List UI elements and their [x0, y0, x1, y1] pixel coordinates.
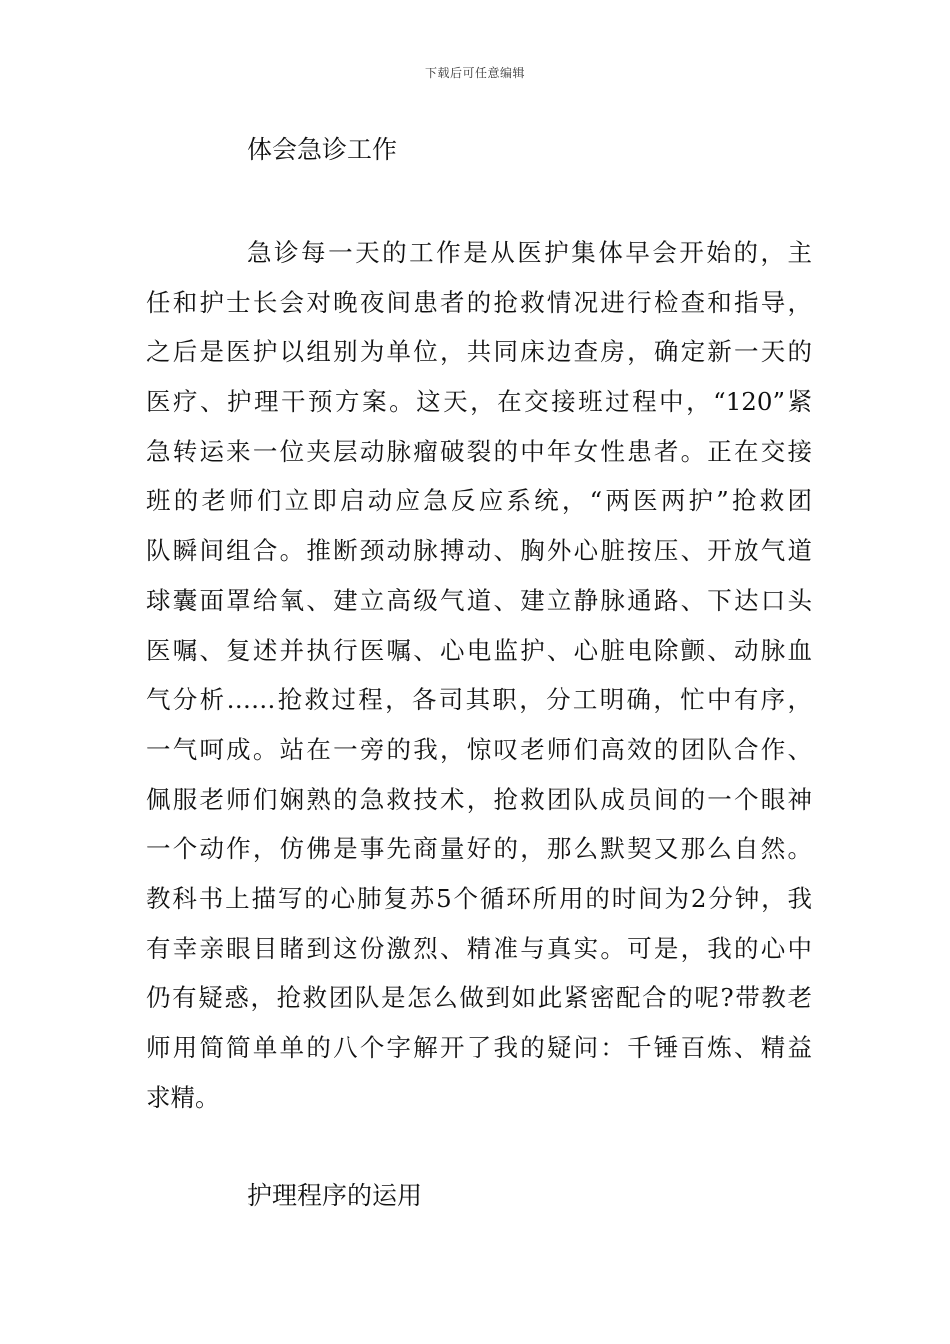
paragraph-line: 任和护士长会对晚夜间患者的抢救情况进行检查和指导， — [146, 287, 812, 317]
paragraph-line: 一个动作，仿佛是事先商量好的，那么默契又那么自然。 — [146, 834, 812, 864]
paragraph-line: 医嘱、复述并执行医嘱、心电监护、心脏电除颤、动脉血 — [146, 635, 812, 665]
section-body-emergency-work — [146, 228, 812, 1122]
page-header-note: 下载后可任意编辑 — [424, 66, 525, 80]
paragraph-line: 队瞬间组合。推断颈动脉搏动、胸外心脏按压、开放气道 — [146, 536, 812, 566]
paragraph-line: 一气呵成。站在一旁的我，惊叹老师们高效的团队合作、 — [146, 734, 812, 764]
paragraph-line: 球囊面罩给氧、建立高级气道、建立静脉通路、下达口头 — [146, 585, 812, 615]
section-heading-emergency-work: 体会急诊工作 — [247, 135, 398, 164]
paragraph-line: 急诊每一天的工作是从医护集体早会开始的，主 — [247, 238, 812, 267]
paragraph-line: 教科书上描写的心肺复苏5个循环所用的时间为2分钟，我 — [146, 883, 812, 913]
paragraph-line: 师用简简单单的八个字解开了我的疑问：千锤百炼、精益 — [146, 1033, 812, 1062]
paragraph-line: 之后是医护以组别为单位，共同床边查房，确定新一天的 — [146, 337, 812, 367]
paragraph-line: 医疗、护理干预方案。这天，在交接班过程中，“120”紧 — [146, 387, 812, 417]
paragraph-line: 有幸亲眼目睹到这份激烈、精准与真实。可是，我的心中 — [146, 933, 812, 963]
paragraph-line: 仍有疑惑，抢救团队是怎么做到如此紧密配合的呢?带教老 — [146, 983, 812, 1013]
paragraph-line: 求精。 — [146, 1082, 220, 1112]
paragraph-line: 急转运来一位夹层动脉瘤破裂的中年女性患者。正在交接 — [146, 436, 812, 466]
paragraph-line: 气分析……抢救过程，各司其职，分工明确，忙中有序， — [146, 685, 812, 715]
paragraph-line: 班的老师们立即启动应急反应系统，“两医两护”抢救团 — [146, 486, 812, 516]
section-heading-nursing-process: 护理程序的运用 — [247, 1181, 423, 1210]
paragraph-line: 佩服老师们娴熟的急救技术，抢救团队成员间的一个眼神 — [146, 784, 812, 814]
